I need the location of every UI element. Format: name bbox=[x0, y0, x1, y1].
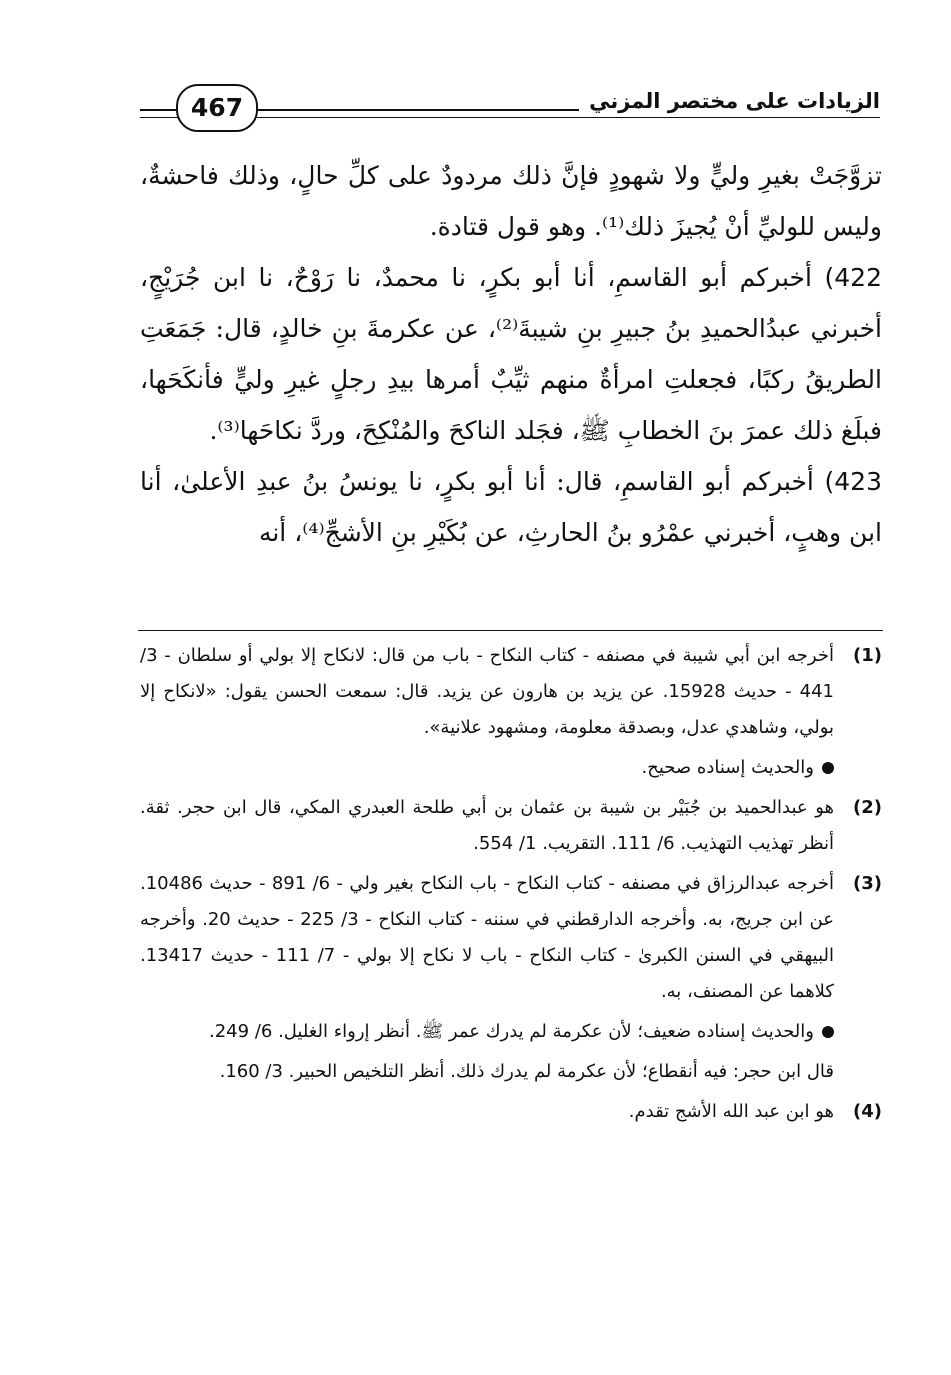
footnote-number: (2) bbox=[853, 797, 882, 818]
footnote-1-grading bbox=[140, 750, 882, 786]
footnote-text: هو عبدالحميد بن جُبَيْر بن شيبة بن عثمان بن أبي طلحة العبدري المكي، قال ابن حجر. ثقة. أنظر تهذيب التهذيب. 6/ 111. التقريب. 1/ 554. bbox=[140, 797, 834, 854]
footnote-3-grading bbox=[140, 1014, 882, 1050]
footnote-3 bbox=[140, 866, 882, 1010]
paragraph-continuation: تزوَّجَتْ بغيرِ وليٍّ ولا شهودٍ فإنَّ ذلك مردودٌ على كلِّ حالٍ، وذلك فاحشةٌ، وليس للوليِّ أنْ يُجيزَ ذلك⁽¹⁾. وهو قول قتادة. bbox=[140, 161, 882, 241]
grading-text: والحديث إسناده ضعيف؛ لأن عكرمة لم يدرك عمر ﷺ. أنظر إرواء الغليل. 6/ 249. bbox=[209, 1021, 814, 1042]
entry-text: أخبركم أبو القاسمِ، أنا أبو بكرٍ، نا محمدٌ، نا رَوْحٌ، نا ابن جُرَيْجٍ، أخبرني عبدُالحميدِ بنُ جبيرِ بنِ شيبةَ⁽²⁾، عن عكرمةَ بنِ خالدٍ، قال: جَمَعَتِ الطريقُ ركبًا، فجعلتِ امرأةٌ منهم ثيِّبٌ أمرها بيدِ رجلٍ غيرِ وليٍّ فأنكَحَها، فبلَغ ذلك عمرَ بنَ الخطابِ ﷺ، فجَلد الناكحَ والمُنْكِحَ، وردَّ نكاحَها⁽³⁾. bbox=[140, 263, 882, 445]
page-number: 467 bbox=[176, 84, 258, 132]
footnote-2 bbox=[140, 790, 882, 862]
grading-text: والحديث إسناده صحيح. bbox=[641, 757, 814, 778]
footnote-number: (1) bbox=[853, 645, 882, 666]
footnote-number: (4) bbox=[853, 1101, 882, 1122]
main-text bbox=[140, 150, 882, 558]
footnote-separator bbox=[138, 630, 883, 631]
footnote-1 bbox=[140, 638, 882, 746]
bullet-icon bbox=[822, 1026, 834, 1038]
entry-number: 422) bbox=[824, 263, 882, 292]
hadith-entry-423 bbox=[140, 456, 882, 558]
hadith-entry-422 bbox=[140, 252, 882, 456]
bullet-icon bbox=[822, 762, 834, 774]
footnote-4 bbox=[140, 1094, 882, 1130]
footnotes bbox=[140, 638, 882, 1134]
footnote-text: هو ابن عبد الله الأشج تقدم. bbox=[628, 1101, 834, 1122]
entry-text: أخبركم أبو القاسمِ، قال: أنا أبو بكرٍ، نا يونسُ بنُ عبدِ الأعلىٰ، أنا ابن وهبٍ، أخبرني عمْرُو بنُ الحارثِ، عن بُكَيْرِ بنِ الأشجِّ⁽⁴⁾، أنه bbox=[140, 467, 882, 547]
entry-number: 423) bbox=[824, 467, 882, 496]
footnote-text: أخرجه عبدالرزاق في مصنفه - كتاب النكاح - باب النكاح بغير ولي - 6/ 891 - حديث 10486. عن ابن جريج، به. وأخرجه الدارقطني في سننه - كتاب النكاح - 3/ 225 - حديث 20. وأخرجه البيهقي في السنن الكبرىٰ - كتاب النكاح - باب لا نكاح إلا بولي - 7/ 111 - حديث 13417. كلاهما عن المصنف، به. bbox=[140, 873, 834, 1002]
running-title: الزيادات على مختصر المزني bbox=[579, 86, 880, 116]
page-header bbox=[140, 84, 880, 134]
footnote-3-note: قال ابن حجر: فيه أنقطاع؛ لأن عكرمة لم يدرك ذلك. أنظر التلخيص الحبير. 3/ 160. bbox=[219, 1061, 834, 1082]
footnote-number: (3) bbox=[853, 873, 882, 894]
footnote-text: أخرجه ابن أبي شيبة في مصنفه - كتاب النكاح - باب من قال: لانكاح إلا بولي أو سلطان - 3/ 441 - حديث 15928. عن يزيد بن هارون عن يزيد. قال: سمعت الحسن يقول: «لانكاح إلا بولي، وشاهدي عدل، وبصدقة معلومة، ومشهود علانية». bbox=[140, 645, 834, 738]
